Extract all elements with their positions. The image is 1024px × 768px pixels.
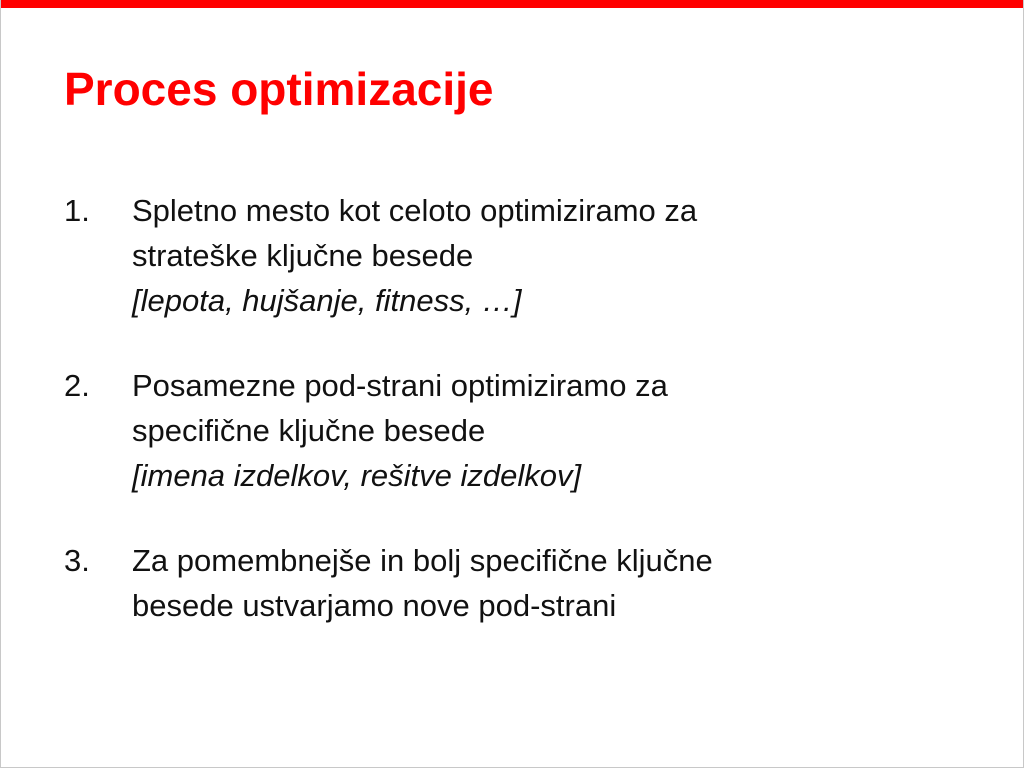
list-item-number: 1.	[64, 193, 90, 228]
list-item-1	[1, 188, 1024, 323]
list-item-note: [imena izdelkov, rešitve izdelkov]	[132, 458, 582, 493]
list-item-text-line: Spletno mesto kot celoto optimiziramo za	[132, 193, 698, 228]
top-accent-bar	[1, 0, 1024, 8]
list-item-text-line: Posamezne pod-strani optimiziramo za	[132, 368, 668, 403]
numbered-list	[1, 188, 1024, 668]
list-item-text-line: besede ustvarjamo nove pod-strani	[132, 588, 617, 623]
list-item-text-line: Za pomembnejše in bolj specifične ključne	[132, 543, 713, 578]
list-item-number: 2.	[64, 368, 90, 403]
list-item-text-line: specifične ključne besede	[132, 413, 486, 448]
list-item-number: 3.	[64, 543, 90, 578]
list-item-text-line: strateške ključne besede	[132, 238, 474, 273]
slide-title: Proces optimizacije	[64, 63, 494, 115]
list-item-2	[1, 363, 1024, 498]
list-item-3	[1, 538, 1024, 628]
list-item-note: [lepota, hujšanje, fitness, …]	[132, 283, 522, 318]
